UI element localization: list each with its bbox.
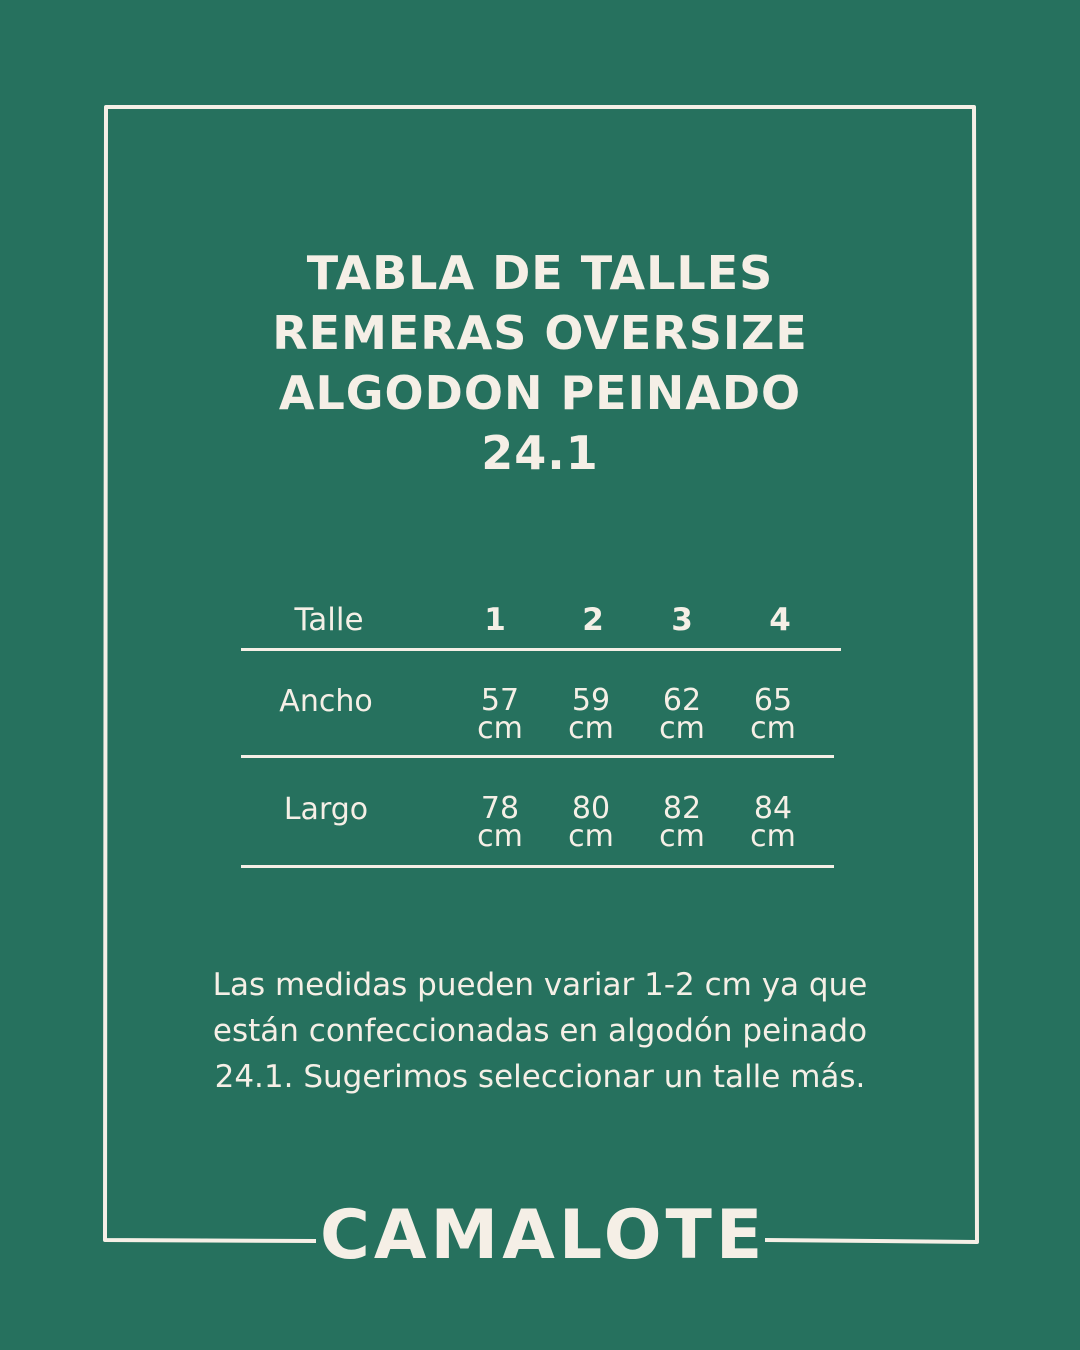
- title-line: 24.1: [481, 426, 599, 480]
- cell-value: 62: [662, 683, 702, 718]
- table-cell: [460, 791, 540, 854]
- header-size-3: 3: [671, 602, 693, 638]
- cell-unit: cm: [568, 819, 614, 854]
- cell-unit: cm: [659, 711, 705, 746]
- row-label-largo: Largo: [283, 792, 369, 827]
- title-line: ALGODON PEINADO: [278, 366, 802, 420]
- cell-value: 80: [571, 791, 611, 826]
- cell-value: 78: [480, 791, 520, 826]
- cell-value: 82: [662, 791, 702, 826]
- note-line: están confeccionadas en algodón peinado: [212, 1013, 868, 1049]
- table-cell: [551, 683, 631, 746]
- size-note: [140, 962, 940, 1100]
- table-cell: [733, 791, 813, 854]
- header-divider: [241, 648, 841, 651]
- cell-value: 84: [753, 791, 793, 826]
- cell-unit: cm: [568, 711, 614, 746]
- header-size-4: 4: [769, 602, 791, 638]
- cell-value: 57: [480, 683, 520, 718]
- note-line: 24.1. Sugerimos seleccionar un talle más.: [214, 1059, 866, 1095]
- cell-unit: cm: [750, 819, 796, 854]
- table-cell: [642, 791, 722, 854]
- row-divider: [241, 865, 834, 868]
- row-label-ancho: Ancho: [279, 684, 373, 719]
- page-title: [0, 243, 1080, 483]
- cell-unit: cm: [477, 819, 523, 854]
- table-cell: [460, 683, 540, 746]
- cell-unit: cm: [659, 819, 705, 854]
- cell-value: 59: [571, 683, 611, 718]
- header-size-2: 2: [582, 602, 604, 638]
- title-line: REMERAS OVERSIZE: [272, 306, 808, 360]
- cell-unit: cm: [750, 711, 796, 746]
- header-size-1: 1: [484, 602, 506, 638]
- brand-logo: CAMALOTE: [320, 1196, 767, 1275]
- note-line: Las medidas pueden variar 1-2 cm ya que: [212, 967, 868, 1003]
- cell-unit: cm: [477, 711, 523, 746]
- table-cell: [733, 683, 813, 746]
- table-cell: [642, 683, 722, 746]
- title-line: TABLA DE TALLES: [306, 246, 774, 300]
- row-divider: [241, 755, 834, 758]
- header-talle: Talle: [294, 602, 364, 638]
- cell-value: 65: [753, 683, 793, 718]
- table-cell: [551, 791, 631, 854]
